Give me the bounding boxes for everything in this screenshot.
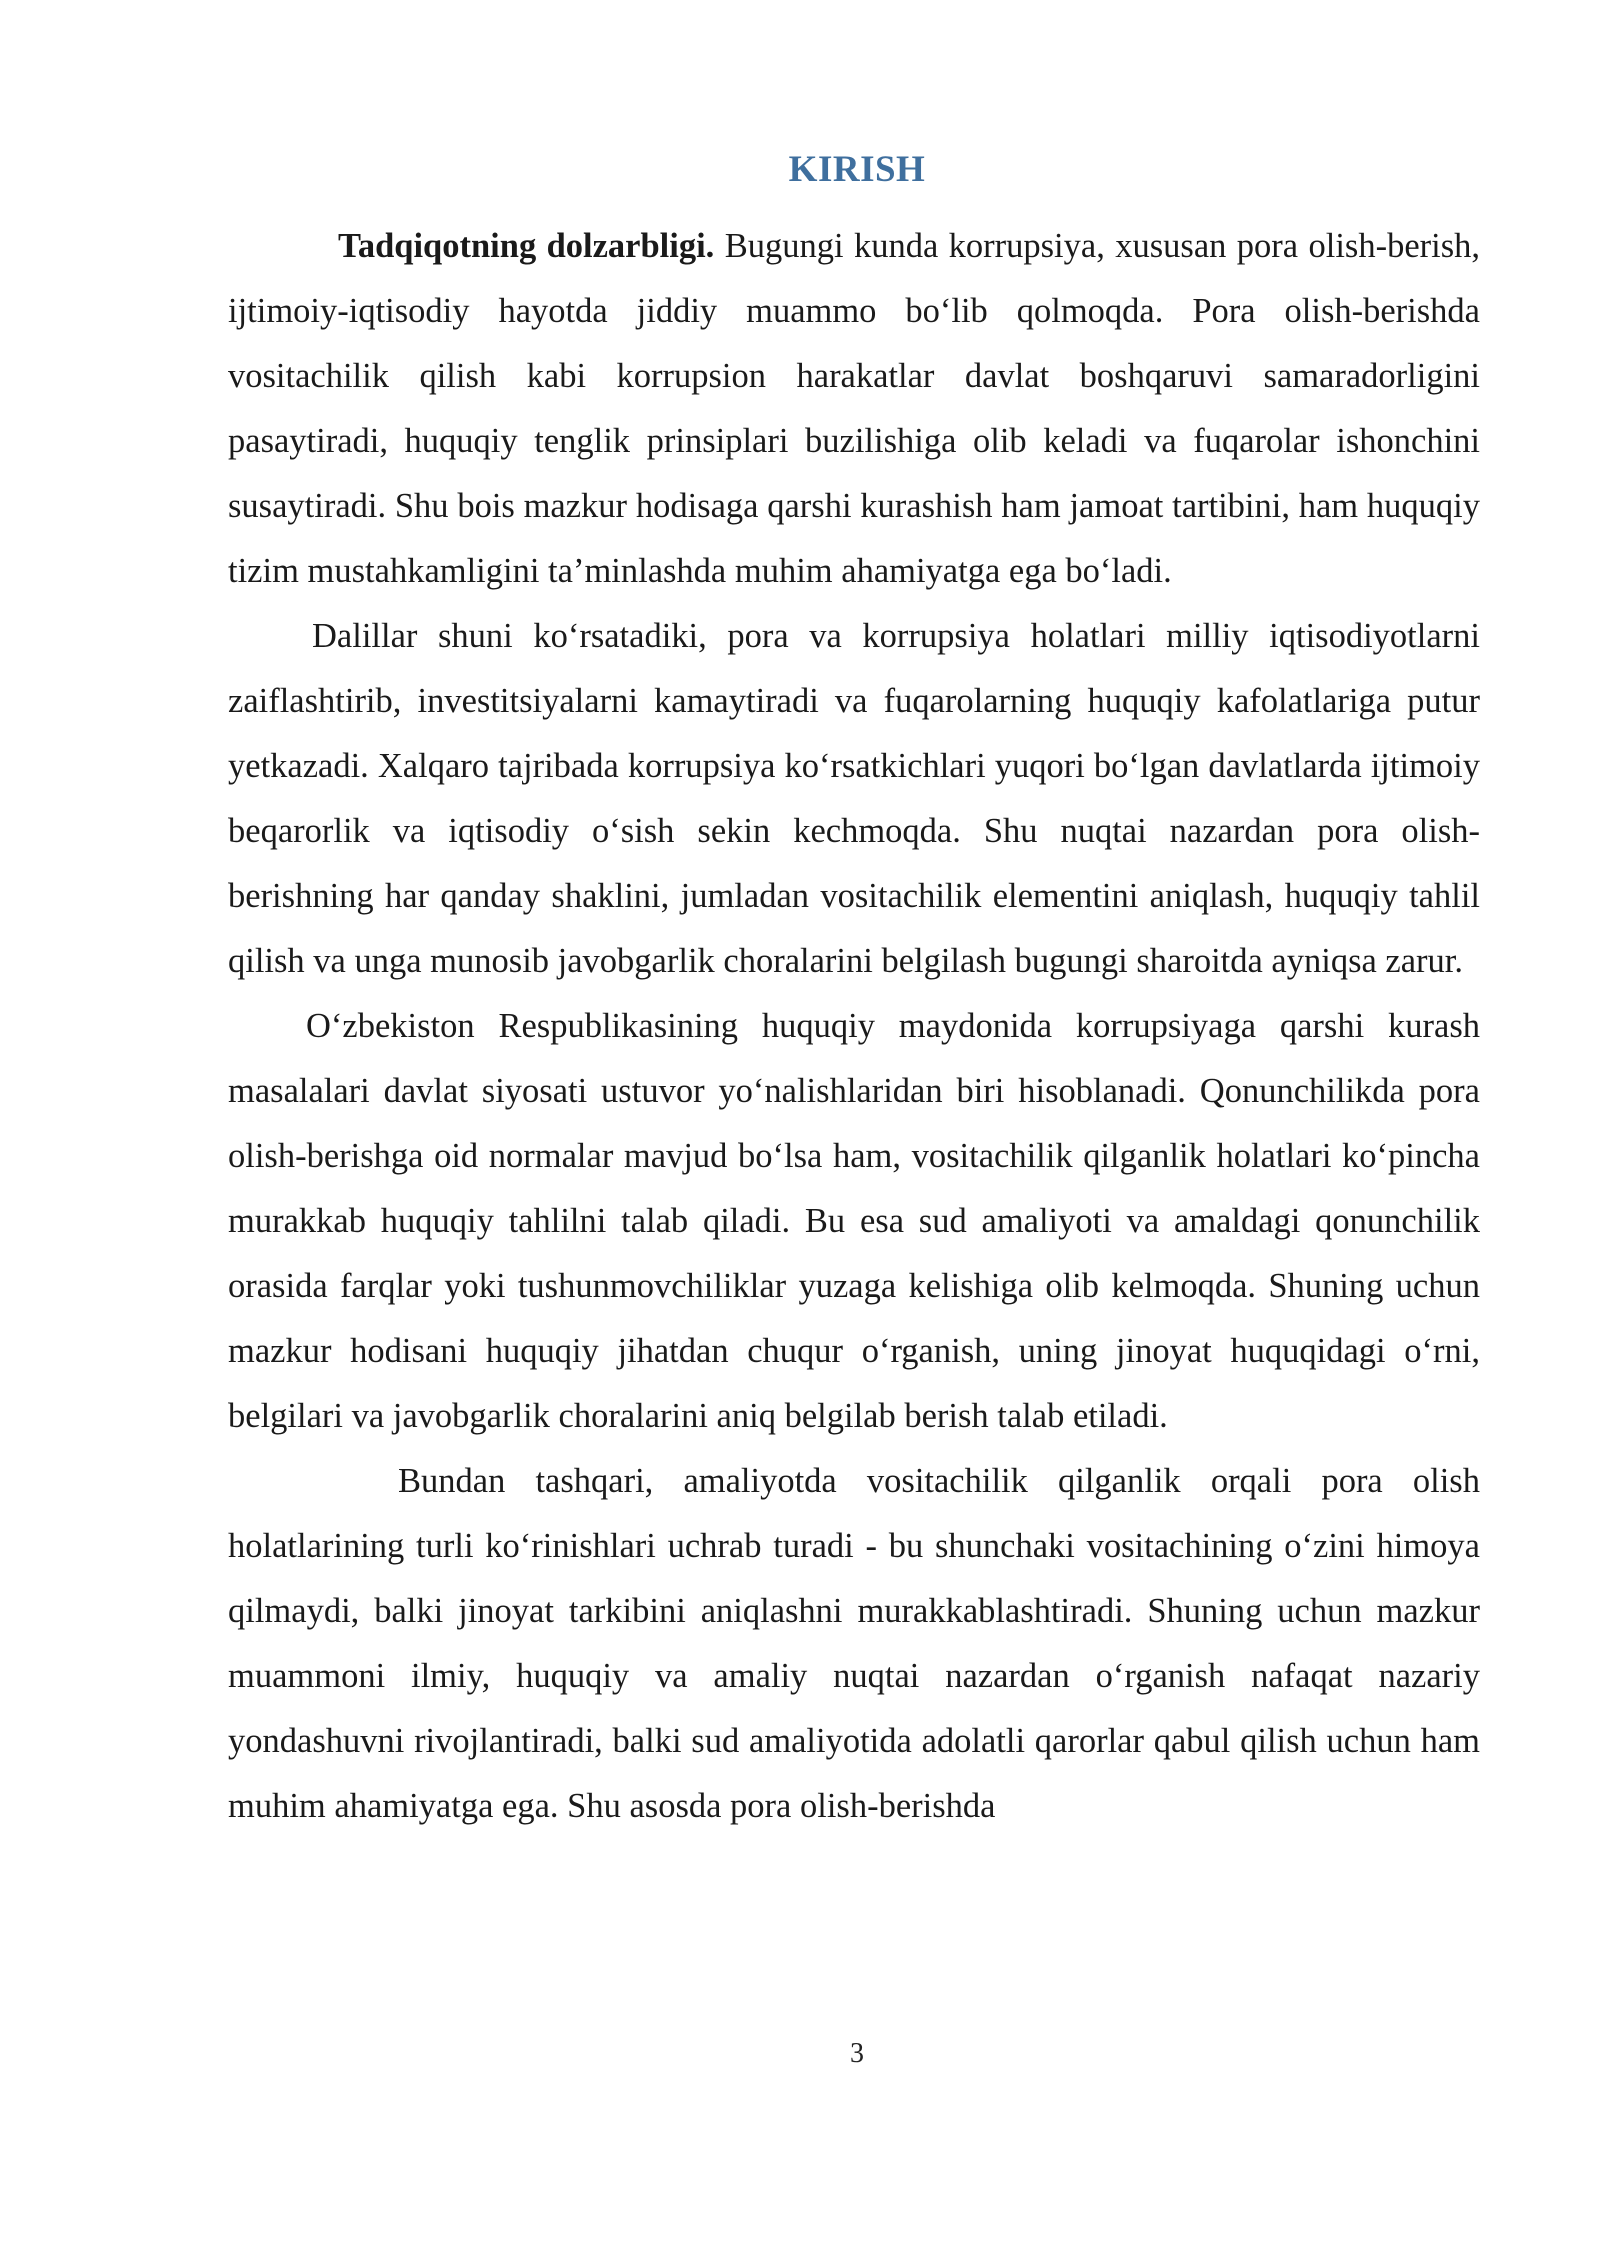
paragraph-practice: Bundan tashqari, amaliyotda vositachilik qilganlik orqali pora olish holatlarining turli ko‘rinishlari uchrab turadi - bu shunchaki vositachining o‘zini himoya qilmaydi, balki jinoyat tarkibini aniqlashni murakkablashtiradi. Shuning uchun mazkur muammoni ilmiy, huquqiy va amaliy nuqtai nazardan o‘rganish nafaqat nazariy yondashuvni rivojlantiradi, balki sud amaliyotida adolatli qarorlar qabul qilish uchun ham muhim ahamiyatga ega. Shu asosda pora olish-berishda: [228, 1462, 1480, 1825]
paragraph-relevance: [228, 214, 1480, 604]
section-title: KIRISH: [788, 149, 926, 190]
paragraph-legislation: O‘zbekiston Respublikasining huquqiy maydonida korrupsiyaga qarshi kurash masalalari davlat siyosati ustuvor yo‘nalishlaridan biri hisoblanadi. Qonunchilikda pora olish-berishga oid normalar mavjud bo‘lsa ham, vositachilik qilganlik holatlari ko‘pincha murakkab huquqiy tahlilni talab qiladi. Bu esa sud amaliyoti va amaldagi qonunchilik orasida farqlar yoki tushunmovchiliklar yuzaga kelishiga olib kelmoqda. Shuning uchun mazkur hodisani huquqiy jihatdan chuqur o‘rganish, uning jinoyat huquqidagi o‘rni, belgilari va javobgarlik choralarini aniq belgilab berish talab etiladi.: [228, 1007, 1480, 1435]
paragraph-lead: Tadqiqotning dolzarbligi.: [338, 227, 715, 265]
paragraph-text: Bugungi kunda korrupsiya, xususan pora olish-berish, ijtimoiy-iqtisodiy hayotda jiddiy muammo bo‘lib qolmoqda. Pora olish-berishda vositachilik qilish kabi korrupsion harakatlar davlat boshqaruvi samaradorligini pasaytiradi, huquqiy tenglik prinsiplari buzilishiga olib keladi va fuqarolar ishonchini susaytiradi. Shu bois mazkur hodisaga qarshi kurashish ham jamoat tartibini, ham huquqiy tizim mustahkamligini ta’minlashda muhim ahamiyatga ega bo‘ladi.: [228, 227, 1481, 590]
body-text: [228, 214, 1480, 1839]
page-number: 3: [850, 2038, 864, 2069]
paragraph-evidence: Dalillar shuni ko‘rsatadiki, pora va korrupsiya holatlari milliy iqtisodiyotlarni zaiflashtirib, investitsiyalarni kamaytiradi va fuqarolarning huquqiy kafolatlariga putur yetkazadi. Xalqaro tajribada korrupsiya ko‘rsatkichlari yuqori bo‘lgan davlatlarda ijtimoiy beqarorlik va iqtisodiy o‘sish sekin kechmoqda. Shu nuqtai nazardan pora olish-berishning har qanday shaklini, jumladan vositachilik elementini aniqlash, huquqiy tahlil qilish va unga munosib javobgarlik choralarini belgilash bugungi sharoitda ayniqsa zarur.: [228, 617, 1480, 980]
